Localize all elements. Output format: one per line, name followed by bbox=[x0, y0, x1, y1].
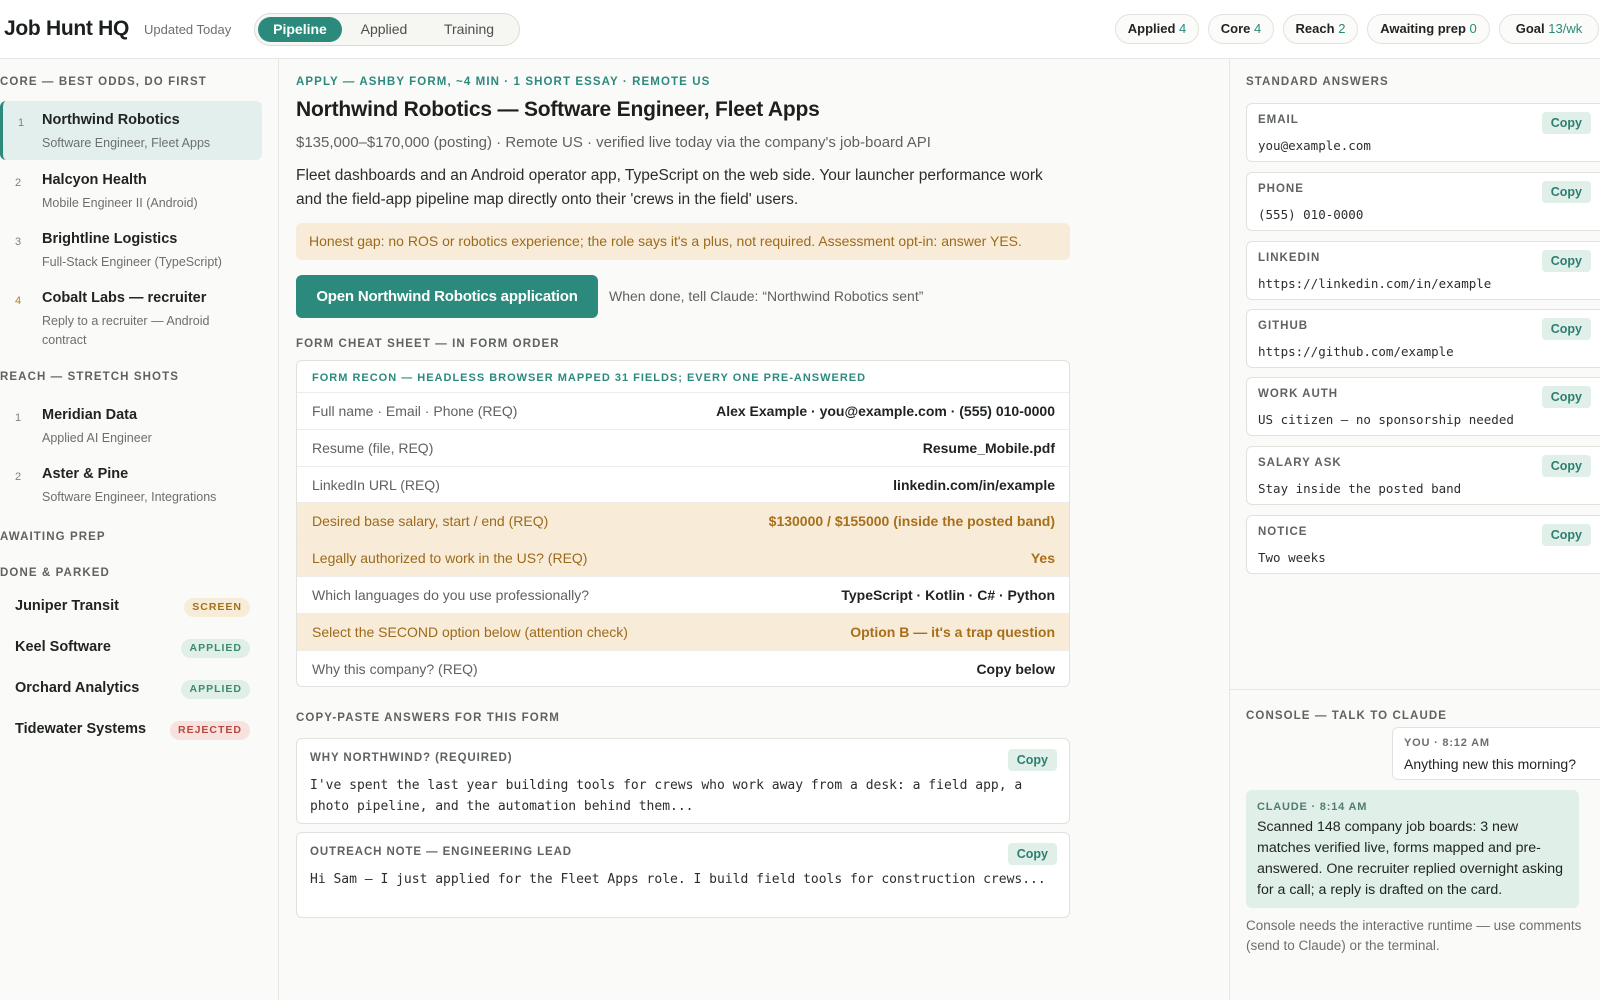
job-item-halcyon[interactable] bbox=[0, 161, 262, 220]
answer-text[interactable]: Hi Sam — I just applied for the Fleet Apps role. I build field tools for construction crews... bbox=[310, 872, 1046, 887]
parked-item-juniper[interactable] bbox=[0, 589, 262, 625]
field-label: Resume (file, REQ) bbox=[312, 439, 434, 456]
stat-value: 4 bbox=[1254, 21, 1262, 36]
job-role: Full-Stack Engineer (TypeScript) bbox=[42, 255, 222, 269]
copy-button[interactable]: Copy bbox=[1008, 749, 1057, 771]
status-badge: APPLIED bbox=[181, 639, 250, 658]
sidebar bbox=[0, 59, 279, 1000]
view-tabs bbox=[254, 13, 520, 46]
std-card-work-auth bbox=[1246, 377, 1600, 436]
std-card-email bbox=[1246, 103, 1600, 162]
job-role: Mobile Engineer II (Android) bbox=[42, 196, 198, 210]
parked-item-tidewater[interactable] bbox=[0, 712, 262, 748]
std-value[interactable]: Two weeks bbox=[1258, 550, 1326, 565]
stat-awaiting-prep bbox=[1367, 14, 1490, 44]
job-item-aster-pine[interactable] bbox=[0, 455, 262, 514]
tab-training[interactable]: Training bbox=[443, 21, 495, 37]
table-row-highlighted bbox=[297, 502, 1069, 539]
field-value: linkedin.com/in/example bbox=[893, 476, 1055, 493]
job-item-meridian[interactable] bbox=[0, 396, 262, 455]
std-label: PHONE bbox=[1258, 183, 1304, 195]
tab-pipeline[interactable]: Pipeline bbox=[258, 17, 342, 42]
std-card-salary-ask bbox=[1246, 446, 1600, 505]
chat-message-claude bbox=[1246, 790, 1579, 908]
reach-heading: REACH — STRETCH SHOTS bbox=[0, 371, 179, 383]
parked-heading: DONE & PARKED bbox=[0, 567, 110, 579]
gap-note: Honest gap: no ROS or robotics experience; the role says it's a plus, not required. Assessment opt-in: answer YES. bbox=[296, 223, 1070, 260]
field-label: LinkedIn URL (REQ) bbox=[312, 476, 440, 493]
stat-applied bbox=[1115, 14, 1199, 44]
job-item-cobalt[interactable] bbox=[0, 279, 262, 349]
std-card-github bbox=[1246, 309, 1600, 368]
message-text: Scanned 148 company job boards: 3 new matches verified live, forms mapped and pre-answered. One recruiter replied overnight asking for a call; a reply is drafted on the card. bbox=[1257, 819, 1563, 898]
field-label: Which languages do you use professionally? bbox=[312, 586, 590, 603]
std-value[interactable]: https://linkedin.com/in/example bbox=[1258, 276, 1492, 291]
field-value: Alex Example · you@example.com · (555) 010-0000 bbox=[716, 403, 1055, 419]
parked-item-orchard[interactable] bbox=[0, 671, 262, 707]
job-index: 1 bbox=[15, 412, 22, 424]
std-label: WORK AUTH bbox=[1258, 388, 1339, 400]
std-value[interactable]: Stay inside the posted band bbox=[1258, 481, 1462, 496]
parked-name: Keel Software bbox=[15, 639, 111, 655]
field-label: Desired base salary, start / end (REQ) bbox=[312, 513, 549, 530]
form-recon-table bbox=[296, 360, 1070, 687]
table-row bbox=[297, 576, 1069, 613]
top-bar bbox=[0, 0, 1600, 59]
status-badge: SCREEN bbox=[184, 598, 250, 617]
std-label: GITHUB bbox=[1258, 320, 1309, 332]
right-panel bbox=[1229, 59, 1600, 1000]
std-value[interactable]: https://github.com/example bbox=[1258, 344, 1454, 359]
table-row bbox=[297, 429, 1069, 466]
job-index: 3 bbox=[15, 236, 22, 248]
job-index: 2 bbox=[15, 177, 22, 189]
awaiting-heading: AWAITING PREP bbox=[0, 531, 106, 543]
table-row-highlighted bbox=[297, 613, 1069, 650]
recon-heading: FORM RECON — HEADLESS BROWSER MAPPED 31 FIELDS; EVERY ONE PRE-ANSWERED bbox=[312, 372, 867, 384]
field-label: Full name · Email · Phone (REQ) bbox=[312, 403, 518, 419]
open-application-button[interactable]: Open Northwind Robotics application bbox=[296, 275, 598, 318]
answer-text[interactable]: I've spent the last year building tools for crews who work away from a desk: a field app, a photo pipeline, and the automation behind them... bbox=[310, 778, 1023, 814]
std-value[interactable]: you@example.com bbox=[1258, 138, 1371, 153]
parked-name: Juniper Transit bbox=[15, 598, 119, 614]
copy-button[interactable]: Copy bbox=[1542, 112, 1591, 134]
std-card-notice bbox=[1246, 515, 1600, 574]
core-heading: CORE — BEST ODDS, DO FIRST bbox=[0, 76, 207, 88]
field-value: $130000 / $155000 (inside the posted band) bbox=[768, 513, 1055, 530]
stat-label: Core bbox=[1220, 21, 1251, 36]
copy-button[interactable]: Copy bbox=[1542, 318, 1591, 340]
field-label: Why this company? (REQ) bbox=[312, 660, 478, 677]
stat-core bbox=[1208, 14, 1274, 44]
job-role: Software Engineer, Fleet Apps bbox=[42, 136, 211, 150]
answer-card-why-northwind bbox=[296, 738, 1070, 824]
std-card-linkedin bbox=[1246, 241, 1600, 300]
tab-applied[interactable]: Applied bbox=[360, 21, 408, 37]
stat-value: 2 bbox=[1338, 21, 1346, 36]
table-row bbox=[297, 650, 1069, 687]
status-badge: APPLIED bbox=[181, 680, 250, 699]
field-value: Yes bbox=[1030, 550, 1055, 567]
copy-button[interactable]: Copy bbox=[1542, 250, 1591, 272]
parked-name: Orchard Analytics bbox=[15, 680, 140, 696]
std-card-phone bbox=[1246, 172, 1600, 231]
job-role: Software Engineer, Integrations bbox=[42, 490, 217, 504]
stat-label: Reach bbox=[1295, 21, 1335, 36]
copy-button[interactable]: Copy bbox=[1542, 181, 1591, 203]
stat-label: Goal bbox=[1515, 21, 1545, 36]
answer-card-outreach-note bbox=[296, 832, 1070, 918]
job-name: Halcyon Health bbox=[42, 172, 147, 188]
job-description: Fleet dashboards and an Android operator app, TypeScript on the web side. Your launcher performance work and the field-app pipeline map directly onto their 'crews in the field' users. bbox=[296, 167, 1043, 208]
console-runtime-note: Console needs the interactive runtime — use comments (send to Claude) or the terminal. bbox=[1246, 918, 1582, 953]
copy-button[interactable]: Copy bbox=[1542, 455, 1591, 477]
stat-value: 13/wk bbox=[1548, 21, 1583, 36]
std-label: NOTICE bbox=[1258, 526, 1308, 538]
cheat-sheet-heading: FORM CHEAT SHEET — IN FORM ORDER bbox=[296, 338, 560, 350]
answer-label: OUTREACH NOTE — ENGINEERING LEAD bbox=[310, 846, 573, 858]
std-value[interactable]: (555) 010-0000 bbox=[1258, 207, 1364, 222]
stat-value: 0 bbox=[1469, 21, 1477, 36]
standard-answers-heading: STANDARD ANSWERS bbox=[1246, 76, 1389, 88]
std-label: SALARY ASK bbox=[1258, 457, 1342, 469]
table-row bbox=[297, 392, 1069, 429]
field-label: Legally authorized to work in the US? (REQ) bbox=[312, 550, 588, 567]
job-index: 1 bbox=[18, 117, 25, 129]
copy-button[interactable]: Copy bbox=[1542, 524, 1591, 546]
field-label: Select the SECOND option below (attention check) bbox=[312, 623, 628, 640]
stat-goal bbox=[1499, 14, 1599, 44]
field-value: Resume_Mobile.pdf bbox=[922, 439, 1055, 456]
message-meta: YOU · 8:12 AM bbox=[1404, 737, 1490, 749]
updated-label: Updated Today bbox=[144, 22, 232, 37]
job-index: 4 bbox=[15, 295, 22, 307]
job-role: Reply to a recruiter — Android contract bbox=[42, 314, 210, 347]
std-label: LINKEDIN bbox=[1258, 252, 1321, 264]
apply-eyebrow: APPLY — ASHBY FORM, ~4 MIN · 1 SHORT ESSAY · REMOTE US bbox=[296, 76, 711, 88]
job-name: Aster & Pine bbox=[42, 466, 129, 482]
table-row bbox=[297, 466, 1069, 503]
message-text: Anything new this morning? bbox=[1404, 756, 1576, 772]
job-item-northwind[interactable] bbox=[0, 101, 262, 160]
chat-message-you bbox=[1392, 727, 1600, 780]
field-value: Copy below bbox=[976, 660, 1055, 677]
main-panel bbox=[279, 59, 1229, 1000]
job-title: Northwind Robotics — Software Engineer, Fleet Apps bbox=[296, 98, 820, 121]
job-index: 2 bbox=[15, 471, 22, 483]
console-heading: CONSOLE — TALK TO CLAUDE bbox=[1246, 710, 1448, 722]
job-name: Meridian Data bbox=[42, 407, 138, 423]
job-name: Northwind Robotics bbox=[42, 112, 180, 128]
job-meta: $135,000–$170,000 (posting) · Remote US · verified live today via the company's job-board API bbox=[296, 134, 931, 151]
parked-name: Tidewater Systems bbox=[15, 721, 147, 737]
status-badge: REJECTED bbox=[170, 721, 250, 740]
stat-reach bbox=[1283, 14, 1358, 44]
answer-label: WHY NORTHWIND? (REQUIRED) bbox=[310, 752, 513, 764]
copy-button[interactable]: Copy bbox=[1008, 843, 1057, 865]
job-name: Cobalt Labs — recruiter bbox=[42, 290, 207, 306]
stat-label: Applied bbox=[1127, 21, 1176, 36]
message-meta: CLAUDE · 8:14 AM bbox=[1257, 801, 1368, 813]
job-name: Brightline Logistics bbox=[42, 231, 178, 247]
std-value[interactable]: US citizen — no sponsorship needed bbox=[1258, 412, 1514, 427]
table-row-highlighted bbox=[297, 539, 1069, 576]
app-title: Job Hunt HQ bbox=[4, 17, 130, 40]
done-hint: When done, tell Claude: “Northwind Robotics sent” bbox=[609, 288, 924, 304]
stat-label: Awaiting prep bbox=[1380, 21, 1466, 36]
field-value: TypeScript · Kotlin · C# · Python bbox=[841, 586, 1055, 603]
copy-button[interactable]: Copy bbox=[1542, 386, 1591, 408]
std-label: EMAIL bbox=[1258, 114, 1299, 126]
job-item-brightline[interactable] bbox=[0, 220, 262, 279]
parked-item-keel[interactable] bbox=[0, 630, 262, 666]
panel-divider bbox=[1230, 689, 1600, 690]
field-value: Option B — it's a trap question bbox=[850, 623, 1055, 640]
stat-value: 4 bbox=[1179, 21, 1187, 36]
copy-paste-heading: COPY-PASTE ANSWERS FOR THIS FORM bbox=[296, 712, 560, 724]
job-role: Applied AI Engineer bbox=[42, 431, 152, 445]
